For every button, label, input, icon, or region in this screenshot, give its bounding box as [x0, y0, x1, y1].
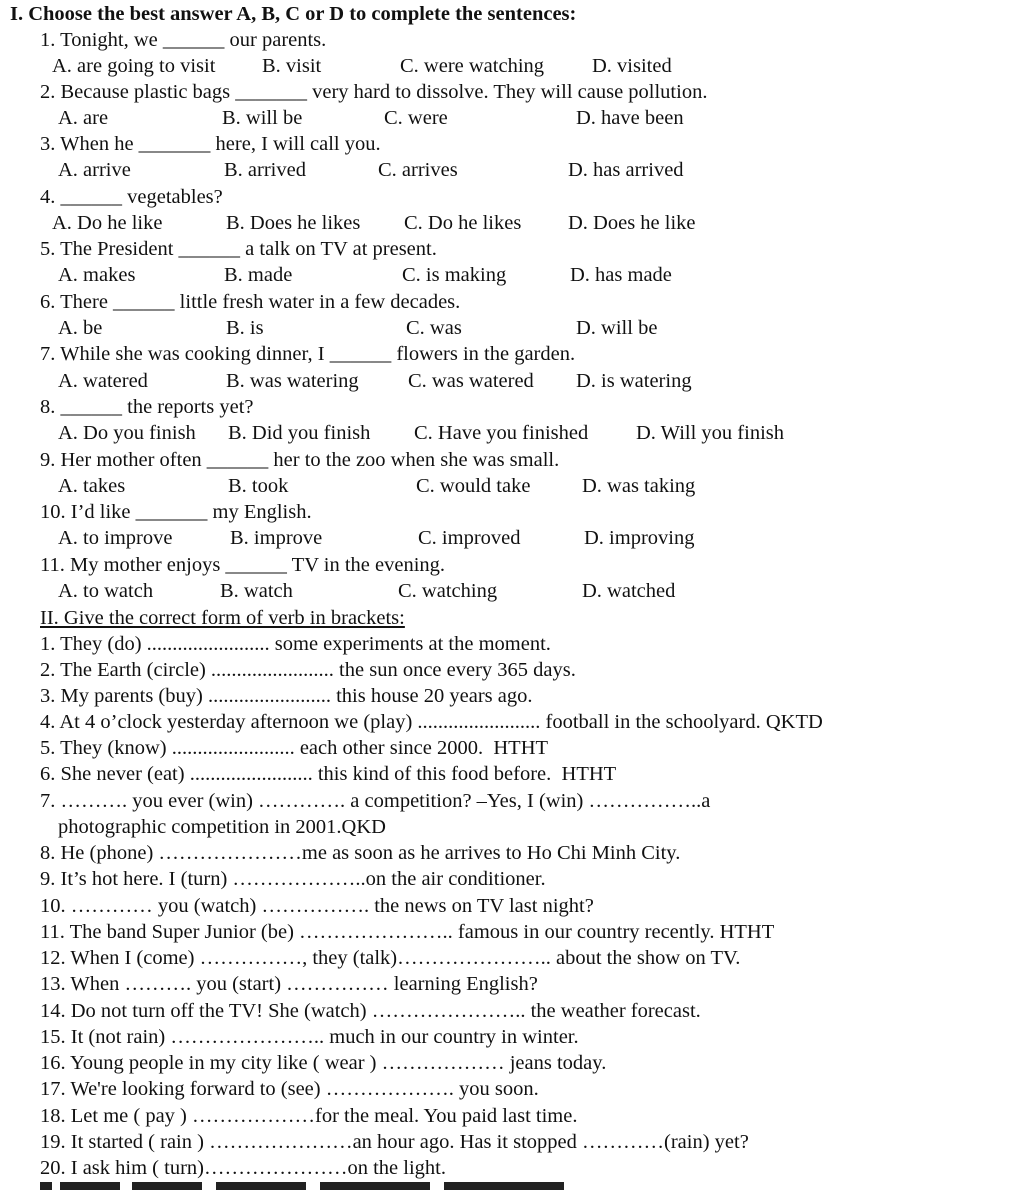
- option-d: D. has arrived: [568, 159, 684, 181]
- option-b: B. watch: [220, 580, 293, 602]
- options-7: [58, 368, 692, 394]
- option-c: C. is making: [402, 264, 507, 286]
- options-11: [58, 578, 676, 604]
- question-1: 1. Tonight, we ______ our parents.: [40, 29, 327, 51]
- option-b: B. arrived: [224, 159, 306, 181]
- verb-item-2: 2. The Earth (circle) ........................ the sun once every 365 days.: [40, 659, 576, 681]
- verb-item-17: 17. We're looking forward to (see) ………………. you soon.: [40, 1078, 539, 1100]
- options-8: [58, 420, 784, 446]
- option-d: D. is watering: [576, 370, 692, 392]
- option-c: C. would take: [416, 475, 531, 497]
- option-d: D. watched: [582, 580, 676, 602]
- option-a: A. takes: [58, 475, 126, 497]
- options-3: [58, 157, 684, 183]
- verb-item-13: 13. When ………. you (start) …………… learning English?: [40, 973, 538, 995]
- verb-item-10: 10. ………… you (watch) ……………. the news on TV last night?: [40, 895, 594, 917]
- option-a: A. to improve: [58, 527, 173, 549]
- question-9: 9. Her mother often ______ her to the zoo when she was small.: [40, 449, 560, 471]
- option-c: C. Do he likes: [404, 212, 522, 234]
- options-5: [58, 262, 672, 288]
- option-c: C. was: [406, 317, 462, 339]
- verb-item-9: 9. It’s hot here. I (turn) ………………..on the air conditioner.: [40, 868, 546, 890]
- option-b: B. took: [228, 475, 289, 497]
- verb-item-3: 3. My parents (buy) ........................ this house 20 years ago.: [40, 685, 533, 707]
- option-a: A. Do you finish: [58, 422, 196, 444]
- option-b: B. is: [226, 317, 264, 339]
- cutoff-next-heading: [40, 1180, 580, 1190]
- options-10: [58, 525, 695, 551]
- verb-item-7: 7. ………. you ever (win) …………. a competition? –Yes, I (win) ……………..a: [40, 790, 711, 812]
- option-c: C. was watered: [408, 370, 534, 392]
- question-4: 4. ______ vegetables?: [40, 186, 223, 208]
- option-c: C. Have you finished: [414, 422, 589, 444]
- option-d: D. will be: [576, 317, 658, 339]
- option-d: D. has made: [570, 264, 672, 286]
- option-b: B. made: [224, 264, 293, 286]
- option-b: B. will be: [222, 107, 303, 129]
- verb-item-19: 19. It started ( rain ) …………………an hour ago. Has it stopped …………(rain) yet?: [40, 1131, 749, 1153]
- question-11: 11. My mother enjoys ______ TV in the evening.: [40, 554, 446, 576]
- verb-item-4: 4. At 4 o’clock yesterday afternoon we (play) ........................ football in the schoolyard. QKTD: [40, 711, 823, 733]
- option-b: B. improve: [230, 527, 323, 549]
- option-a: A. are: [58, 107, 109, 129]
- option-a: A. be: [58, 317, 103, 339]
- question-5: 5. The President ______ a talk on TV at present.: [40, 238, 437, 260]
- option-c: C. watching: [398, 580, 498, 602]
- question-10: 10. I’d like _______ my English.: [40, 501, 312, 523]
- question-3: 3. When he _______ here, I will call you.: [40, 133, 381, 155]
- verb-item-5: 5. They (know) ........................ each other since 2000. HTHT: [40, 737, 549, 759]
- question-8: 8. ______ the reports yet?: [40, 396, 254, 418]
- option-b: B. was watering: [226, 370, 359, 392]
- question-6: 6. There ______ little fresh water in a few decades.: [40, 291, 461, 313]
- option-c: C. were: [384, 107, 448, 129]
- option-d: D. have been: [576, 107, 684, 129]
- question-2: 2. Because plastic bags _______ very hard to dissolve. They will cause pollution.: [40, 81, 708, 103]
- option-a: A. are going to visit: [52, 55, 216, 77]
- option-b: B. visit: [262, 55, 322, 77]
- verb-item-1: 1. They (do) ........................ some experiments at the moment.: [40, 633, 551, 655]
- option-d: D. was taking: [582, 475, 696, 497]
- option-a: A. to watch: [58, 580, 154, 602]
- verb-item-6: 6. She never (eat) ........................ this kind of this food before. HTHT: [40, 763, 617, 785]
- verb-item-8: 8. He (phone) …………………me as soon as he arrives to Ho Chi Minh City.: [40, 842, 681, 864]
- option-c: C. improved: [418, 527, 521, 549]
- verb-item-11: 11. The band Super Junior (be) ………………….. famous in our country recently. HTHT: [40, 921, 775, 943]
- options-1: [52, 53, 672, 79]
- option-a: A. watered: [58, 370, 148, 392]
- verb-item-15: 15. It (not rain) ………………….. much in our country in winter.: [40, 1026, 579, 1048]
- part1-title: I. Choose the best answer A, B, C or D to complete the sentences:: [10, 3, 577, 25]
- option-d: D. visited: [592, 55, 672, 77]
- option-c: C. arrives: [378, 159, 458, 181]
- question-7: 7. While she was cooking dinner, I ______ flowers in the garden.: [40, 343, 576, 365]
- option-b: B. Does he likes: [226, 212, 361, 234]
- option-c: C. were watching: [400, 55, 545, 77]
- part2-title: II. Give the correct form of verb in brackets:: [40, 607, 405, 629]
- verb-item-14: 14. Do not turn off the TV! She (watch) ………………….. the weather forecast.: [40, 1000, 701, 1022]
- verb-item-16: 16. Young people in my city like ( wear ) ……………… jeans today.: [40, 1052, 607, 1074]
- verb-item-7-continued: photographic competition in 2001.QKD: [58, 816, 386, 838]
- verb-item-18: 18. Let me ( pay ) ………………for the meal. You paid last time.: [40, 1105, 578, 1127]
- option-a: A. arrive: [58, 159, 131, 181]
- verb-item-12: 12. When I (come) ……………, they (talk)………………….. about the show on TV.: [40, 947, 741, 969]
- options-9: [58, 473, 696, 499]
- option-b: B. Did you finish: [228, 422, 371, 444]
- option-d: D. improving: [584, 527, 695, 549]
- option-a: A. makes: [58, 264, 136, 286]
- options-2: [58, 105, 684, 131]
- options-6: [58, 315, 658, 341]
- options-4: [52, 210, 696, 236]
- option-a: A. Do he like: [52, 212, 163, 234]
- option-d: D. Will you finish: [636, 422, 784, 444]
- verb-item-20: 20. I ask him ( turn)…………………on the light.: [40, 1157, 446, 1179]
- option-d: D. Does he like: [568, 212, 696, 234]
